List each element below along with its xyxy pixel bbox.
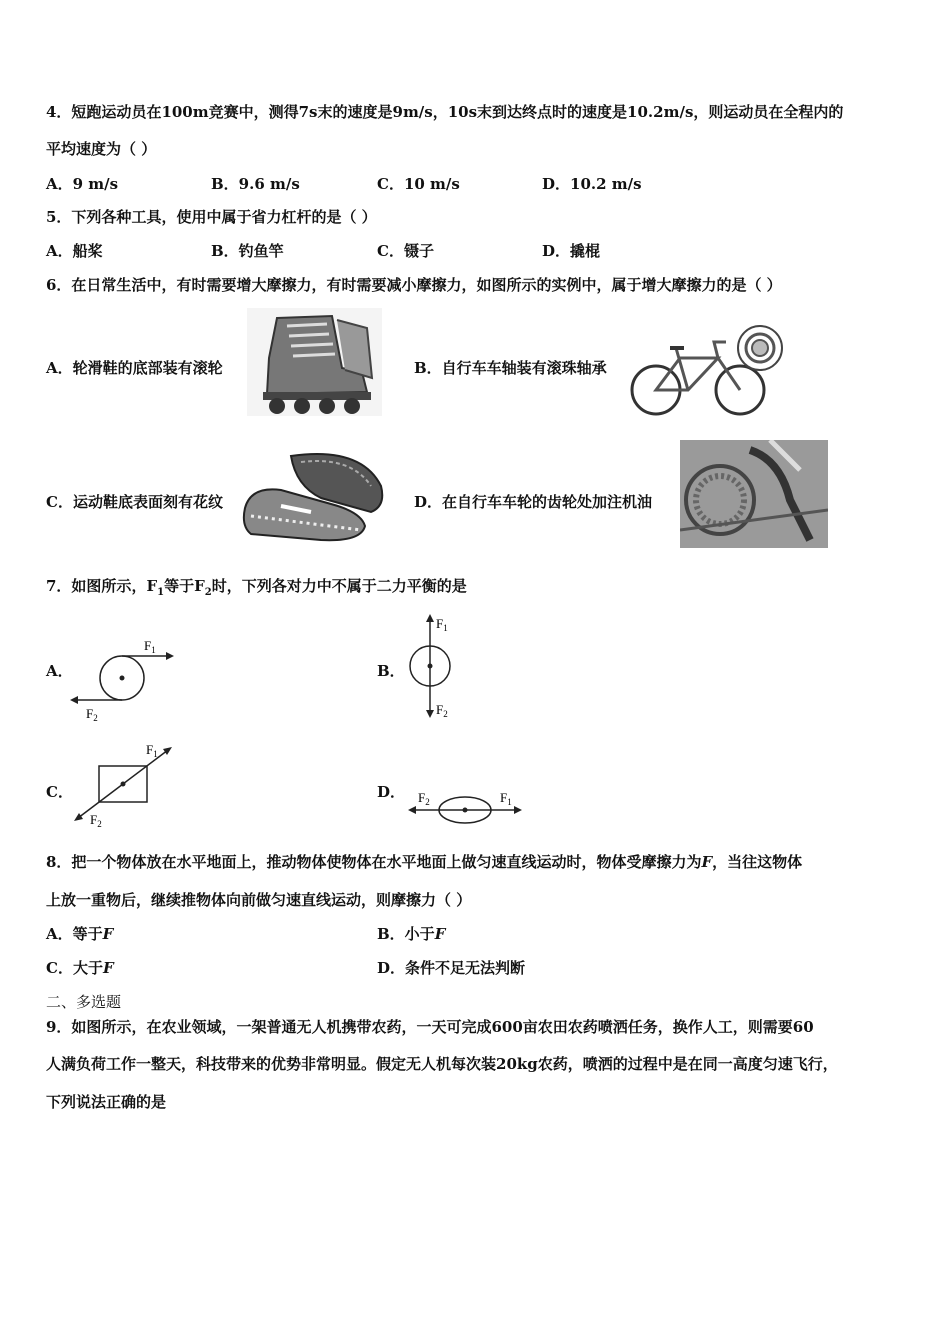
force-diagram-c <box>66 740 180 830</box>
q8-line1 <box>46 852 802 872</box>
bicycle-bearing-image <box>628 318 786 416</box>
bicycle-gear-oil-image <box>680 440 828 548</box>
q6-option-d: D．在自行车车轮的齿轮处加注机油 <box>414 493 653 511</box>
q4-line2: 平均速度为（ ） <box>46 140 157 158</box>
q5-option-a: A．船桨 <box>46 242 103 260</box>
force-label-f1: $F_1$ <box>436 616 448 633</box>
q7-option-b: B． <box>377 662 405 680</box>
force-label-f2: $F_2$ <box>90 812 102 829</box>
q4-option-c: C．10 m/s <box>377 175 460 193</box>
q6-option-c: C．运动鞋底表面刻有花纹 <box>46 493 223 511</box>
force-diagram-d <box>404 782 526 830</box>
q7-stem-sub1: 1 <box>157 587 165 598</box>
q6-stem: 6．在日常生活中，有时需要增大摩擦力，有时需要减小摩擦力，如图所示的实例中，属于增大摩擦力的是（ ） <box>46 276 782 294</box>
q8-line1-part-a: 8．把一个物体放在水平地面上，推动物体使物体在水平地面上做匀速直线运动时，物体受摩擦力为 <box>46 853 702 871</box>
q5-option-b: B．钓鱼竿 <box>211 242 284 260</box>
q6-option-b: B．自行车车轴装有滚珠轴承 <box>414 359 607 377</box>
sneaker-image <box>241 446 389 548</box>
q9-line3: 下列说法正确的是 <box>46 1093 167 1111</box>
force-label-f2: $F_2$ <box>436 702 448 719</box>
force-label-f1: $F_1$ <box>146 742 158 759</box>
q7-option-c: C． <box>46 783 73 801</box>
q4-option-a: A．9 m/s <box>46 175 119 193</box>
q9-line1: 9．如图所示，在农业领域，一架普通无人机携带农药，一天可完成600亩农田农药喷洒任务，换作人工，则需要60 <box>46 1018 814 1036</box>
q5-stem: 5．下列各种工具，使用中属于省力杠杆的是（ ） <box>46 208 377 226</box>
q7-stem <box>46 576 467 603</box>
q6-option-a: A．轮滑鞋的底部装有滚轮 <box>46 359 223 377</box>
q8-option-b: B．小于F <box>377 925 446 943</box>
q7-stem-part-a: 7．如图所示，F <box>46 577 158 595</box>
q7-option-d: D． <box>377 783 406 801</box>
q7-stem-sub2: 2 <box>204 587 212 598</box>
q8-line1-variable: F <box>701 853 713 871</box>
force-diagram-a <box>66 632 180 722</box>
q9-line2: 人满负荷工作一整天，科技带来的优势非常明显。假定无人机每次装20kg农药，喷洒的过程中是在同一高度匀速飞行， <box>46 1055 838 1073</box>
q5-option-d: D．撬棍 <box>542 242 601 260</box>
q8-option-d: D．条件不足无法判断 <box>377 959 526 977</box>
roller-skate-image <box>247 308 382 416</box>
q7-stem-part-c: 时，下列各对力中不属于二力平衡的是 <box>211 577 467 595</box>
q7-option-a: A． <box>46 662 73 680</box>
force-label-f2: $F_2$ <box>86 706 98 722</box>
q5-option-c: C．镊子 <box>377 242 434 260</box>
q4-line1: 4．短跑运动员在100m竞赛中，测得7s末的速度是9m/s，10s末到达终点时的速度是10.2m/s，则运动员在全程内的 <box>46 103 844 121</box>
q7-stem-part-b: 等于F <box>164 577 205 595</box>
section-heading-multiple-choice: 二、多选题 <box>46 993 122 1011</box>
force-label-f2: $F_2$ <box>418 790 430 807</box>
force-label-f1: $F_1$ <box>500 790 512 807</box>
force-diagram-b <box>400 610 460 724</box>
q8-option-a: A．等于F <box>46 925 114 943</box>
q4-option-b: B．9.6 m/s <box>211 175 300 193</box>
q8-line1-part-b: ，当往这物体 <box>712 853 803 871</box>
q8-option-c: C．大于F <box>46 959 114 977</box>
force-label-f1: $F_1$ <box>144 638 156 655</box>
q8-line2: 上放一重物后，继续推物体向前做匀速直线运动，则摩擦力（ ） <box>46 891 472 909</box>
q4-option-d: D．10.2 m/s <box>542 175 642 193</box>
